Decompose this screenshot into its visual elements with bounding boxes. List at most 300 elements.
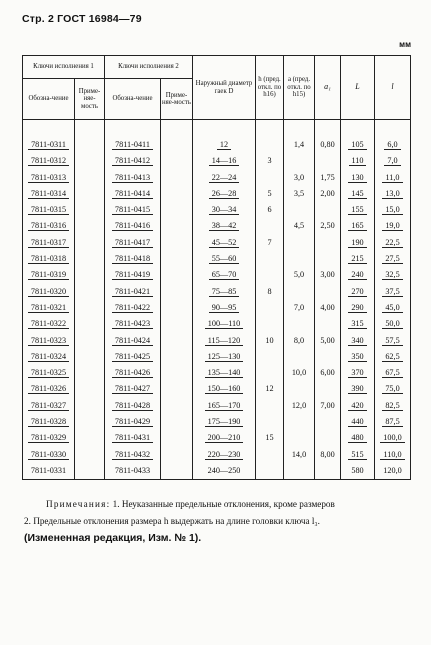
cell-a [284,364,315,380]
cell-a1 [315,218,341,234]
cell-l-value: 67,5 [382,368,402,378]
cell-key1-designation [23,462,75,479]
cell-key1-designation [23,283,75,299]
page-header: Стр. 2 ГОСТ 16984—79 [22,13,142,25]
cell-l [375,397,411,413]
cell-a [284,283,315,299]
cell-key1-applicability [75,153,105,169]
cell-key2-applicability [161,430,193,446]
cell-key2-designation [105,299,161,315]
cell-h [256,283,284,299]
cell-a [284,413,315,429]
cell-a-value: 1,4 [293,139,305,149]
cell-a1 [315,136,341,152]
cell-diameter [193,348,256,364]
cell-a [284,250,315,266]
cell-key1-designation-value: 7811-0313 [28,173,69,183]
cell-L [341,381,375,397]
table-row [23,201,411,217]
cell-a [284,136,315,152]
cell-L-value: 145 [348,189,366,199]
cell-a-value: 3,0 [293,172,305,182]
cell-h [256,218,284,234]
cell-L-value: 515 [348,450,366,460]
cell-l-value: 22,5 [382,238,402,248]
cell-a [284,316,315,332]
cell-key1-applicability [75,283,105,299]
cell-diameter [193,430,256,446]
cell-h-value: 12 [265,384,274,394]
cell-l [375,299,411,315]
table-row [23,397,411,413]
cell-h [256,136,284,152]
cell-key1-designation [23,218,75,234]
cell-h-value: 5 [267,188,272,198]
cell-a1-value: 8,00 [320,449,335,459]
cell-a1 [315,364,341,380]
cell-a1 [315,283,341,299]
cell-key1-applicability [75,169,105,185]
cell-key1-designation-value: 7811-0328 [28,417,69,427]
cell-key1-applicability [75,348,105,364]
cell-l [375,364,411,380]
cell-a [284,267,315,283]
cell-diameter [193,299,256,315]
cell-l [375,136,411,152]
cell-a1 [315,381,341,397]
cell-l [375,218,411,234]
cell-L-value: 390 [348,384,366,394]
cell-L [341,316,375,332]
cell-key2-designation [105,185,161,201]
cell-key2-designation [105,430,161,446]
cell-l [375,201,411,217]
cell-key1-applicability [75,250,105,266]
cell-key2-applicability [161,381,193,397]
cell-l-value: 27,5 [382,254,402,264]
cell-key1-designation [23,169,75,185]
cell-diameter-value: 200—210 [205,433,244,443]
table-row [23,250,411,266]
header-h: h (пред. откл. по h16) [256,56,284,120]
cell-key2-applicability [161,234,193,250]
cell-diameter [193,413,256,429]
cell-L-value: 110 [349,156,367,166]
cell-a1 [315,430,341,446]
cell-l-value: 6,0 [384,140,400,150]
cell-h [256,430,284,446]
cell-l-value: 11,0 [382,173,402,183]
cell-L [341,446,375,462]
cell-key1-designation [23,234,75,250]
cell-diameter [193,332,256,348]
cell-key2-designation-value: 7811-0412 [112,156,153,166]
cell-a [284,153,315,169]
cell-diameter-value: 65—70 [209,270,240,280]
cell-key2-applicability [161,250,193,266]
cell-a1-value: 6,00 [320,368,335,378]
cell-key1-designation [23,250,75,266]
cell-h [256,348,284,364]
cell-key2-designation [105,413,161,429]
cell-key1-designation-value: 7811-0320 [28,287,69,297]
cell-a1-value: 2,00 [320,188,335,198]
cell-key2-applicability [161,218,193,234]
cell-diameter-value: 240—250 [207,465,241,475]
cell-L [341,397,375,413]
cell-a1 [315,153,341,169]
cell-key2-designation-value: 7811-0416 [112,221,153,231]
cell-key1-designation-value: 7811-0329 [28,433,69,443]
cell-l [375,446,411,462]
cell-L [341,267,375,283]
cell-a-value: 10,0 [291,368,307,378]
cell-L [341,348,375,364]
header-key1-applicability: Приме-няе-мость [75,79,105,120]
cell-key2-designation-value: 7811-0428 [112,401,153,411]
cell-key1-designation [23,348,75,364]
table-row [23,234,411,250]
cell-key2-designation [105,381,161,397]
cell-diameter-value: 14—16 [209,156,240,166]
header-L: L [341,56,375,120]
cell-h-value: 10 [265,335,274,345]
cell-h-value: 3 [267,156,272,166]
cell-l-value: 110,0 [380,450,404,460]
cell-key2-applicability [161,397,193,413]
cell-key2-designation-value: 7811-0425 [112,352,153,362]
cell-key1-applicability [75,316,105,332]
cell-key1-designation [23,332,75,348]
cell-key1-designation-value: 7811-0311 [28,140,69,150]
cell-key2-designation-value: 7811-0415 [112,205,153,215]
cell-L [341,136,375,152]
cell-l [375,153,411,169]
cell-key1-applicability [75,413,105,429]
cell-key2-designation [105,316,161,332]
table-row [23,446,411,462]
cell-key1-designation [23,185,75,201]
cell-key2-designation [105,462,161,479]
cell-key2-designation-value: 7811-0417 [112,238,153,248]
cell-L [341,413,375,429]
cell-key2-applicability [161,153,193,169]
cell-l-value: 7,0 [384,156,400,166]
cell-h [256,462,284,479]
cell-a1 [315,169,341,185]
cell-diameter-value: 90—95 [209,303,240,313]
cell-L [341,201,375,217]
header-key1: Ключи исполнения 1 [23,56,105,79]
cell-h-value: 8 [267,286,272,296]
cell-a1 [315,462,341,479]
cell-key2-designation-value: 7811-0431 [112,433,153,443]
cell-a1 [315,250,341,266]
dimensions-table [22,55,411,480]
cell-key1-applicability [75,430,105,446]
cell-key2-applicability [161,136,193,152]
cell-diameter [193,381,256,397]
cell-h [256,397,284,413]
cell-key2-applicability [161,364,193,380]
cell-key1-designation [23,267,75,283]
cell-diameter-value: 125—130 [205,352,244,362]
header-a: a (пред. откл. по h15) [284,56,315,120]
cell-a1 [315,397,341,413]
cell-h [256,153,284,169]
cell-a1 [315,267,341,283]
header-diameter: Наружный диаметр гаек D [193,56,256,120]
cell-diameter [193,462,256,479]
cell-key1-applicability [75,201,105,217]
cell-diameter-value: 100—110 [205,319,243,329]
cell-diameter-value: 12 [217,140,231,150]
cell-l [375,413,411,429]
cell-key1-designation [23,381,75,397]
cell-diameter [193,234,256,250]
cell-L-value: 440 [348,417,366,427]
cell-L [341,234,375,250]
cell-key1-applicability [75,185,105,201]
cell-a-value: 14,0 [291,449,307,459]
cell-a1 [315,234,341,250]
cell-a1 [315,299,341,315]
cell-L-value: 580 [351,465,364,475]
cell-l-value: 57,5 [382,336,402,346]
cell-key2-applicability [161,283,193,299]
notes-block [24,496,416,547]
cell-key2-designation [105,332,161,348]
cell-L-value: 155 [348,205,366,215]
cell-L-value: 420 [348,401,366,411]
cell-L-value: 215 [348,254,366,264]
cell-key2-designation-value: 7811-0432 [112,450,153,460]
cell-key2-designation-value: 7811-0411 [112,140,153,150]
cell-a-value: 5,0 [293,270,305,280]
cell-L-value: 350 [348,352,366,362]
cell-key2-designation-value: 7811-0418 [112,254,153,264]
table-row [23,267,411,283]
cell-key1-designation [23,364,75,380]
cell-key1-designation [23,413,75,429]
cell-l-value: 62,5 [382,352,402,362]
cell-L-value: 105 [348,140,366,150]
header-key1-designation: Обозна-чение [23,79,75,120]
cell-l-value: 32,5 [382,270,402,280]
cell-h [256,185,284,201]
cell-key2-designation-value: 7811-0429 [112,417,153,427]
cell-key1-designation-value: 7811-0326 [28,384,69,394]
cell-key2-applicability [161,316,193,332]
cell-key2-applicability [161,332,193,348]
cell-diameter-value: 115—120 [205,336,243,346]
header-a1: a₁ [315,56,341,120]
cell-a [284,397,315,413]
cell-L-value: 190 [348,238,366,248]
table-row [23,169,411,185]
cell-key2-designation-value: 7811-0426 [112,368,153,378]
cell-L-value: 270 [348,287,366,297]
cell-key2-applicability [161,413,193,429]
cell-a1 [315,201,341,217]
cell-key1-designation-value: 7811-0317 [28,238,69,248]
cell-diameter-value: 55—60 [209,254,240,264]
cell-l-value: 45,0 [382,303,402,313]
note-2: 2. Предельные отклонения размера h выдержать на длине головки ключа l₃. [24,516,320,526]
cell-key2-designation [105,234,161,250]
cell-key2-designation [105,364,161,380]
cell-l [375,267,411,283]
cell-key1-designation [23,299,75,315]
cell-key2-designation [105,169,161,185]
cell-key1-designation-value: 7811-0314 [28,189,69,199]
cell-diameter-value: 45—52 [209,238,240,248]
cell-key1-applicability [75,381,105,397]
cell-l-value: 100,0 [380,433,404,443]
cell-key1-designation-value: 7811-0331 [30,465,67,475]
cell-a1 [315,446,341,462]
table-row [23,332,411,348]
header-key2-designation: Обозна-чение [105,79,161,120]
header-l: l [375,56,411,120]
amendment-note: (Измененная редакция, Изм. № 1). [24,532,202,544]
cell-key1-designation-value: 7811-0322 [28,319,69,329]
cell-diameter [193,397,256,413]
cell-a-value: 12,0 [291,400,307,410]
cell-a [284,299,315,315]
cell-key2-applicability [161,462,193,479]
cell-key2-applicability [161,446,193,462]
cell-key1-applicability [75,299,105,315]
header-key2-applicability: Приме-няе-мость [161,79,193,120]
cell-diameter-value: 38—42 [209,221,240,231]
cell-L-value: 315 [348,319,366,329]
cell-key1-designation [23,316,75,332]
cell-diameter [193,283,256,299]
cell-l-value: 15,0 [382,205,402,215]
cell-diameter [193,185,256,201]
cell-a1 [315,332,341,348]
cell-a [284,185,315,201]
cell-L [341,364,375,380]
cell-key2-designation [105,218,161,234]
cell-h [256,169,284,185]
cell-key2-designation-value: 7811-0419 [112,270,153,280]
table-row [23,299,411,315]
cell-L [341,185,375,201]
cell-diameter [193,201,256,217]
cell-h-value: 15 [265,433,274,443]
cell-l [375,332,411,348]
cell-key2-designation [105,397,161,413]
cell-key2-designation [105,283,161,299]
cell-key2-designation-value: 7811-0421 [112,287,153,297]
cell-key2-applicability [161,267,193,283]
cell-a1-value: 7,00 [320,400,335,410]
cell-key2-designation [105,136,161,152]
cell-key2-designation-value: 7811-0427 [112,384,153,394]
cell-L-value: 165 [348,221,366,231]
cell-l-value: 37,5 [382,287,402,297]
cell-h [256,413,284,429]
cell-diameter-value: 150—160 [205,384,244,394]
cell-l [375,185,411,201]
cell-a [284,169,315,185]
cell-key1-designation-value: 7811-0321 [28,303,69,313]
cell-a-value: 8,0 [293,335,305,345]
cell-L [341,218,375,234]
cell-l [375,430,411,446]
cell-key1-applicability [75,218,105,234]
cell-l [375,169,411,185]
cell-a [284,234,315,250]
cell-key1-designation [23,136,75,152]
cell-l [375,283,411,299]
cell-L-value: 370 [348,368,366,378]
cell-key1-designation [23,153,75,169]
cell-key1-applicability [75,234,105,250]
note-1: 1. Неуказанные предельные отклонения, кроме размеров [112,499,335,509]
cell-key1-applicability [75,267,105,283]
cell-key1-designation-value: 7811-0330 [28,450,69,460]
cell-key1-designation [23,397,75,413]
cell-l [375,250,411,266]
cell-L [341,169,375,185]
cell-h [256,332,284,348]
cell-diameter [193,218,256,234]
cell-L-value: 480 [348,433,366,443]
cell-l-value: 75,0 [382,384,402,394]
cell-key1-designation-value: 7811-0312 [28,156,69,166]
cell-key1-designation-value: 7811-0315 [28,205,69,215]
cell-key1-applicability [75,446,105,462]
cell-key2-applicability [161,348,193,364]
table-row [23,218,411,234]
table-row [23,185,411,201]
cell-a1-value: 3,00 [320,270,335,280]
cell-a [284,348,315,364]
cell-key2-designation-value: 7811-0423 [112,319,153,329]
cell-key1-applicability [75,364,105,380]
cell-diameter [193,250,256,266]
cell-l-value: 50,0 [382,319,402,329]
cell-diameter [193,267,256,283]
cell-diameter-value: 165—170 [205,401,244,411]
cell-l [375,381,411,397]
cell-key2-designation [105,201,161,217]
cell-diameter-value: 75—85 [209,287,240,297]
cell-h [256,299,284,315]
cell-a1-value: 4,00 [320,302,335,312]
cell-h-value: 7 [267,237,272,247]
cell-key2-applicability [161,299,193,315]
cell-key2-designation [105,250,161,266]
cell-key1-applicability [75,136,105,152]
cell-key1-designation-value: 7811-0319 [28,270,69,280]
cell-key2-designation-value: 7811-0422 [112,303,153,313]
cell-key2-designation [105,348,161,364]
cell-l-value: 82,5 [382,401,402,411]
table-row [23,283,411,299]
cell-key1-designation-value: 7811-0323 [28,336,69,346]
cell-l-value: 87,5 [382,417,402,427]
cell-a [284,446,315,462]
cell-key2-designation-value: 7811-0413 [112,173,153,183]
table-row [23,430,411,446]
cell-key1-designation [23,201,75,217]
cell-a [284,462,315,479]
table-row [23,153,411,169]
